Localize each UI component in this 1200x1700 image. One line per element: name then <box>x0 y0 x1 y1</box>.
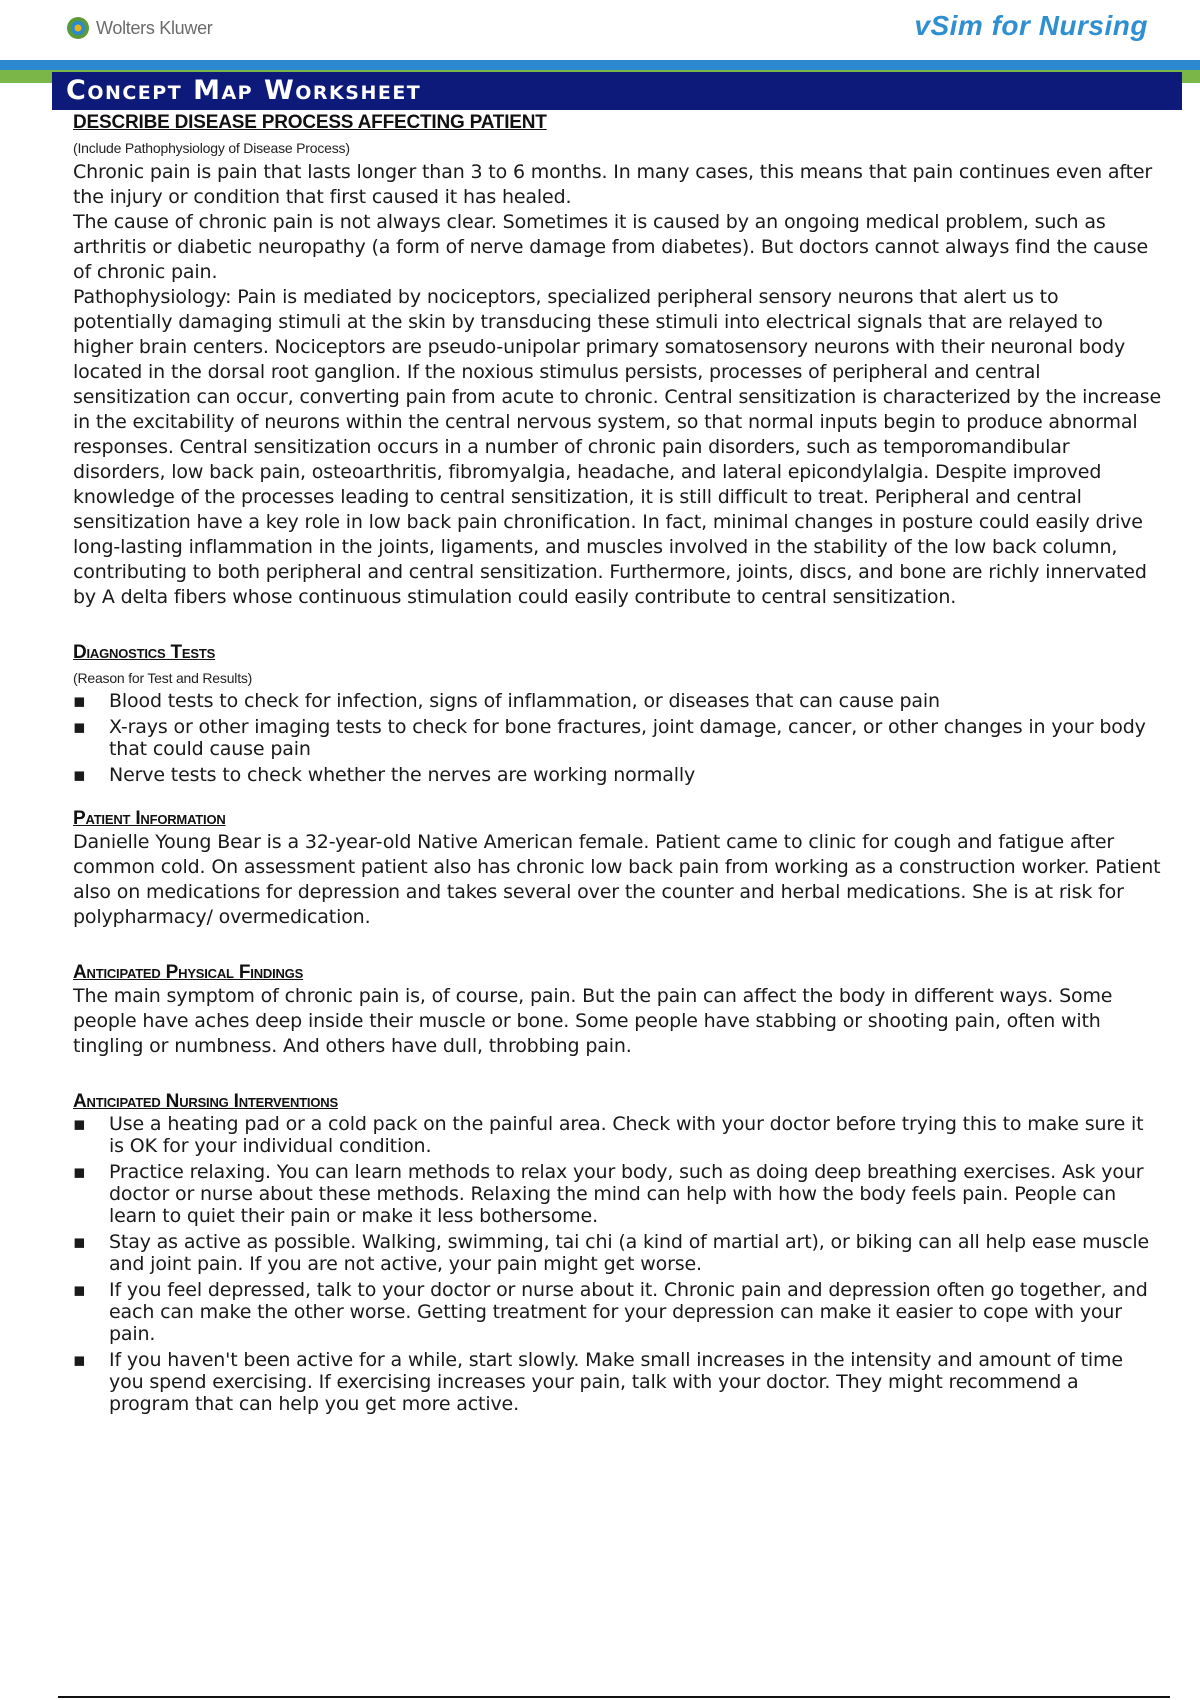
section-heading: Anticipated Physical Findings <box>73 962 304 983</box>
paragraph: Danielle Young Bear is a 32-year-old Native American female. Patient came to clinic for cough and fatigue after common cold. On assessment patient also has chronic low back pain from working as a construction worker. Patient also on medications for depression and takes several over the counter and herbal medications. She is at risk for polypharmacy/ overmedication. <box>73 831 1161 928</box>
worksheet-body <box>73 112 1163 1419</box>
section-subheading: (Include Pathophysiology of Disease Process) <box>73 140 350 156</box>
paragraph: Pathophysiology: Pain is mediated by nociceptors, specialized peripheral sensory neurons that alert us to potentially damaging stimuli at the skin by transducing these stimuli into electrical signals that are relayed to higher brain centers. Nociceptors are pseudo-unipolar primary somatosensory neurons with their neuronal body located in the dorsal root ganglion. If the noxious stimulus persists, processes of peripheral and central sensitization can occur, converting pain from acute to chronic. Central sensitization is characterized by the increase in the excitability of neurons within the central nervous system, so that normal inputs begin to produce abnormal responses. Central sensitization occurs in a number of chronic pain disorders, such as temporomandibular disorders, low back pain, osteoarthritis, fibromyalgia, headache, and lateral epicondylalgia. Despite improved knowledge of the processes leading to central sensitization, it is still difficult to treat. Peripheral and central sensitization have a key role in low back pain chronification. In fact, minimal changes in posture could easily drive long-lasting inflammation in the joints, ligaments, and muscles involved in the stability of the low back column, contributing to both peripheral and central sensitization. Furthermore, joints, discs, and bone are richly innervated by A delta fibers whose continuous stimulation could easily contribute to central sensitization. <box>73 286 1162 608</box>
list-item-text: Nerve tests to check whether the nerves are working normally <box>109 764 696 786</box>
diagnostics-list <box>73 690 1163 786</box>
list-item <box>73 1231 1163 1275</box>
bullet-icon: ▪ <box>73 1113 86 1135</box>
bullet-icon: ▪ <box>73 764 86 786</box>
section-heading: Patient Information <box>73 808 226 829</box>
worksheet-title: Concept Map Worksheet <box>66 75 422 106</box>
footer-rule <box>58 1696 1170 1698</box>
list-item-text: If you feel depressed, talk to your doctor or nurse about it. Chronic pain and depression often go together, and each can make the other worse. Getting treatment for your depression can make it easier to cope with your pain. <box>109 1279 1148 1345</box>
bullet-icon: ▪ <box>73 1161 86 1183</box>
section-nursing-interventions <box>73 1091 1163 1415</box>
interventions-list <box>73 1113 1163 1415</box>
bullet-icon: ▪ <box>73 716 86 738</box>
section-heading: Diagnostics Tests <box>73 642 216 663</box>
bullet-icon: ▪ <box>73 1279 86 1301</box>
list-item <box>73 1113 1163 1157</box>
list-item <box>73 1279 1163 1345</box>
section-heading: Anticipated Nursing Interventions <box>73 1091 338 1112</box>
list-item-text: Practice relaxing. You can learn methods to relax your body, such as doing deep breathing exercises. Ask your doctor or nurse about these methods. Relaxing the mind can help with how the body feels pain. People can learn to quiet their pain or make it less bothersome. <box>109 1161 1144 1227</box>
product-name: vSim for Nursing <box>914 10 1148 41</box>
list-item-text: X-rays or other imaging tests to check for bone fractures, joint damage, cancer, or other changes in your body that could cause pain <box>109 716 1146 760</box>
brand-logo <box>66 16 213 40</box>
page-header <box>0 0 1200 60</box>
paragraph: Chronic pain is pain that lasts longer than 3 to 6 months. In many cases, this means that pain continues even after the injury or condition that first caused it has healed. <box>73 161 1153 208</box>
list-item-text: Stay as active as possible. Walking, swimming, tai chi (a kind of martial art), or biking can all help ease muscle and joint pain. If you are not active, your pain might get worse. <box>109 1231 1150 1275</box>
list-item-text: Blood tests to check for infection, signs of inflammation, or diseases that can cause pain <box>109 690 940 712</box>
bullet-icon: ▪ <box>73 690 86 712</box>
wolters-kluwer-logo-icon <box>66 16 90 40</box>
section-patient-information <box>73 808 1163 930</box>
bullet-icon: ▪ <box>73 1231 86 1253</box>
paragraph: The main symptom of chronic pain is, of course, pain. But the pain can affect the body in different ways. Some people have aches deep inside their muscle or bone. Some people have stabbing or shooting pain, often with tingling or numbness. And others have dull, throbbing pain. <box>73 985 1113 1057</box>
list-item-text: Use a heating pad or a cold pack on the painful area. Check with your doctor before trying this to make sure it is OK for your individual condition. <box>109 1113 1144 1157</box>
section-subheading: (Reason for Test and Results) <box>73 670 253 686</box>
section-physical-findings <box>73 962 1163 1059</box>
paragraph: The cause of chronic pain is not always clear. Sometimes it is caused by an ongoing medical problem, such as arthritis or diabetic neuropathy (a form of nerve damage from diabetes). But doctors cannot always find the cause of chronic pain. <box>73 211 1149 283</box>
list-item <box>73 764 1163 786</box>
section-heading: DESCRIBE DISEASE PROCESS AFFECTING PATIENT <box>73 112 547 133</box>
list-item <box>73 716 1163 760</box>
list-item-text: If you haven't been active for a while, start slowly. Make small increases in the intensity and amount of time you spend exercising. If exercising increases your pain, talk with your doctor. They might recommend a program that can help you get more active. <box>109 1349 1123 1415</box>
section-disease-process <box>73 112 1163 610</box>
list-item <box>73 1161 1163 1227</box>
header-divider-blue <box>0 60 1200 70</box>
section-diagnostics <box>73 642 1163 786</box>
list-item <box>73 1349 1163 1415</box>
worksheet-title-bar <box>52 72 1182 110</box>
list-item <box>73 690 1163 712</box>
brand-name: Wolters Kluwer <box>96 17 213 38</box>
bullet-icon: ▪ <box>73 1349 86 1371</box>
